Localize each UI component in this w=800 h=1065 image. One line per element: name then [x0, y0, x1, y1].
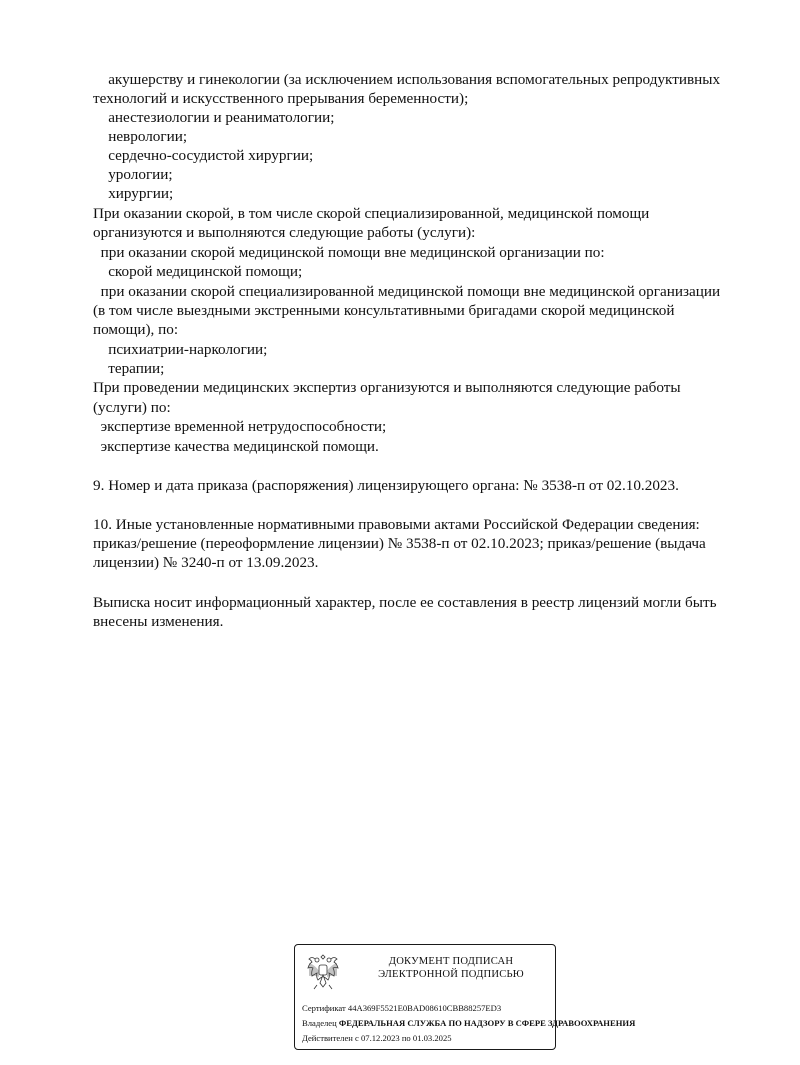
text-line: (услуги) по: [93, 399, 171, 416]
valid-to-label: по [401, 1033, 411, 1043]
stamp-title: ДОКУМЕНТ ПОДПИСАН [388, 956, 514, 967]
signature-stamp [294, 944, 636, 1050]
owner-label: Владелец [302, 1018, 337, 1028]
text-line: технологий и искусственного прерывания беременности); [93, 90, 469, 107]
text-line: организуются и выполняются следующие работы (услуги): [93, 224, 476, 241]
text-line: при оказании скорой медицинской помощи вне медицинской организации по: [93, 244, 605, 261]
text-line: экспертизе временной нетрудоспособности; [93, 418, 387, 435]
owner-value: ФЕДЕРАЛЬНАЯ СЛУЖБА ПО НАДЗОРУ В СФЕРЕ ЗДРАВООХРАНЕНИЯ [338, 1018, 636, 1028]
text-line: анестезиологии и реаниматологии; [93, 109, 335, 126]
text-line: акушерству и гинекологии (за исключением использования вспомогательных репродуктивных [93, 71, 721, 88]
note-line: Выписка носит информационный характер, после ее составления в реестр лицензий могли быть [93, 594, 717, 611]
text-line: При оказании скорой, в том числе скорой специализированной, медицинской помощи [93, 205, 650, 222]
other-info-line: 10. Иные установленные нормативными правовыми актами Российской Федерации сведения: [93, 516, 700, 533]
text-line: (в том числе выездными экстренными консультативными бригадами скорой медицинской [93, 302, 675, 319]
certificate-value: 44A369F5521E0BAD08610CBB88257ED3 [347, 1003, 502, 1013]
owner-row [302, 1018, 635, 1028]
stamp-subtitle: ЭЛЕКТРОННОЙ ПОДПИСЬЮ [378, 969, 524, 980]
note-line: внесены изменения. [93, 613, 224, 630]
other-info-line: приказ/решение (переоформление лицензии) № 3538-п от 02.10.2023; приказ/решение (выдача [93, 535, 706, 552]
order-number-line: 9. Номер и дата приказа (распоряжения) лицензирующего органа: № 3538-п от 02.10.2023. [93, 477, 679, 494]
text-line: экспертизе качества медицинской помощи. [93, 438, 379, 455]
valid-from: 07.12.2023 [361, 1033, 400, 1043]
valid-label: Действителен с [302, 1033, 359, 1043]
text-line: при оказании скорой специализированной медицинской помощи вне медицинской организации [93, 283, 721, 300]
text-line: неврологии; [93, 128, 188, 145]
text-line: терапии; [93, 360, 165, 377]
text-line: хирургии; [93, 185, 174, 202]
text-line: урологии; [93, 166, 173, 183]
validity-row [302, 1033, 452, 1043]
certificate-row [302, 1003, 501, 1013]
certificate-label: Сертификат [302, 1003, 346, 1013]
text-line: помощи), по: [93, 321, 179, 338]
text-line: сердечно-сосудистой хирургии; [93, 147, 314, 164]
text-line: При проведении медицинских экспертиз организуются и выполняются следующие работы [93, 379, 681, 396]
text-line: психиатрии-наркологии; [93, 341, 268, 358]
other-info-line: лицензии) № 3240-п от 13.09.2023. [93, 554, 319, 571]
valid-to: 01.03.2025 [412, 1033, 452, 1043]
text-line: скорой медицинской помощи; [93, 263, 303, 280]
coat-of-arms-icon [303, 951, 343, 993]
